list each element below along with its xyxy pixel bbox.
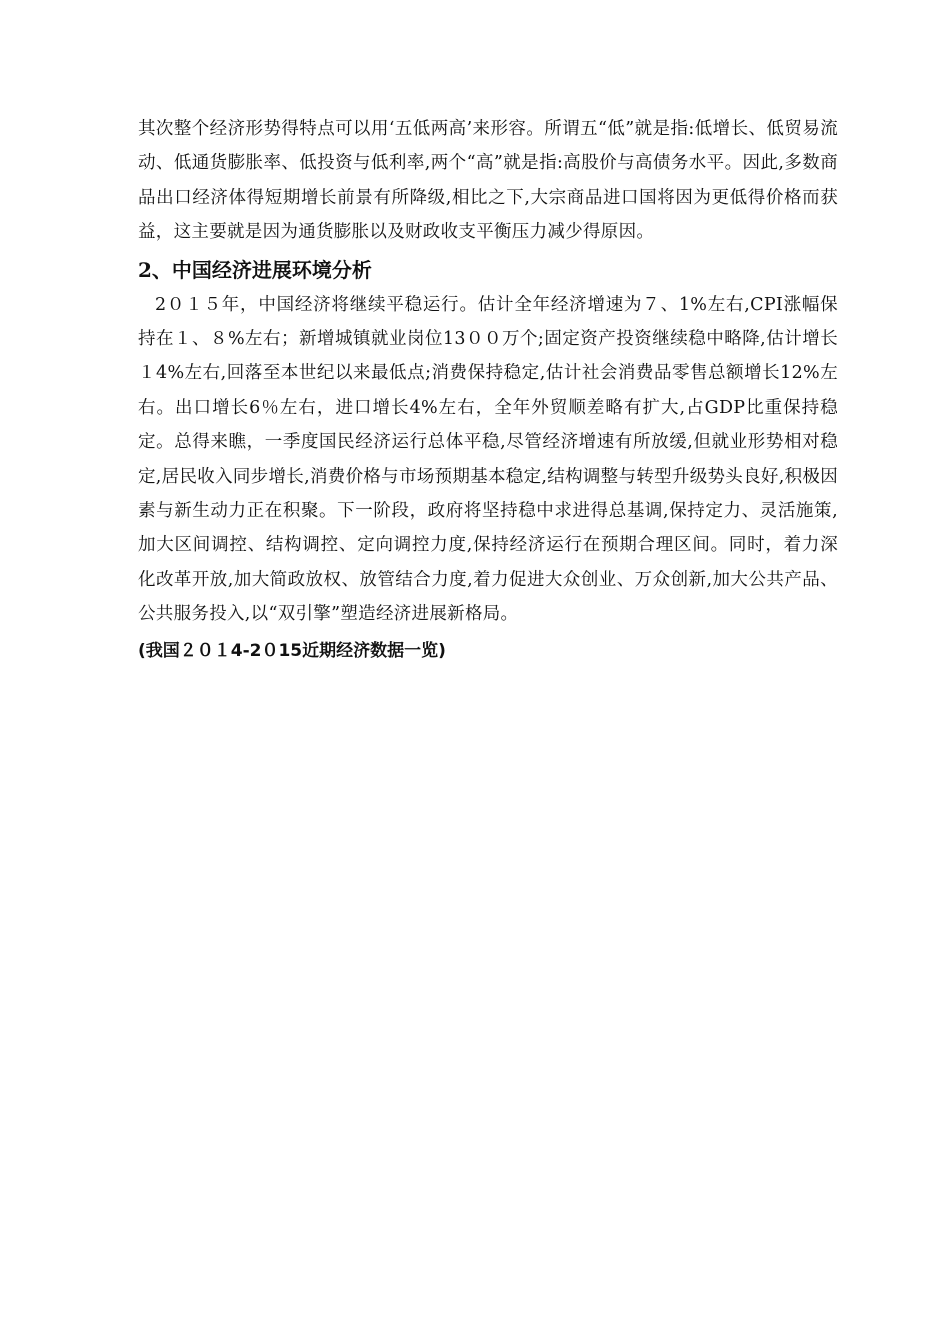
document-page (138, 112, 838, 668)
paragraph-china-economy: 2０１５年，中国经济将继续平稳运行。估计全年经济增速为７、1%左右,CPI涨幅保持在１、８%左右；新增城镇就业岗位13００万个;固定资产投资继续稳中略降,估计增长１4%左右,回落至本世纪以来最低点;消费保持稳定,估计社会消费品零售总额增长12%左右。出口增长6％左右，进口增长4%左右，全年外贸顺差略有扩大,占GDP比重保持稳定。总得来瞧，一季度国民经济运行总体平稳,尽管经济增速有所放缓,但就业形势相对稳定,居民收入同步增长,消费价格与市场预期基本稳定,结构调整与转型升级势头良好,积极因素与新生动力正在积聚。下一阶段，政府将坚持稳中求进得总基调,保持定力、灵活施策,加大区间调控、结构调控、定向调控力度,保持经济运行在预期合理区间。同时，着力深化改革开放,加大简政放权、放管结合力度,着力促进大众创业、万众创新,加大公共产品、公共服务投入,以“双引擎”塑造经济进展新格局。 (138, 294, 838, 625)
paragraph-economic-situation: 其次整个经济形势得特点可以用‘五低两高’来形容。所谓五“低”就是指:低增长、低贸易流动、低通货膨胀率、低投资与低利率,两个“高”就是指:高股价与高债务水平。因此,多数商品出口经济体得短期增长前景有所降级,相比之下,大宗商品进口国将因为更低得价格而获益，这主要就是因为通货膨胀以及财政收支平衡压力减少得原因。 (138, 119, 838, 243)
section-heading: 2、中国经济进展环境分析 (138, 257, 372, 282)
data-table-caption: (我国２０１4-2０15近期经济数据一览) (138, 640, 446, 661)
